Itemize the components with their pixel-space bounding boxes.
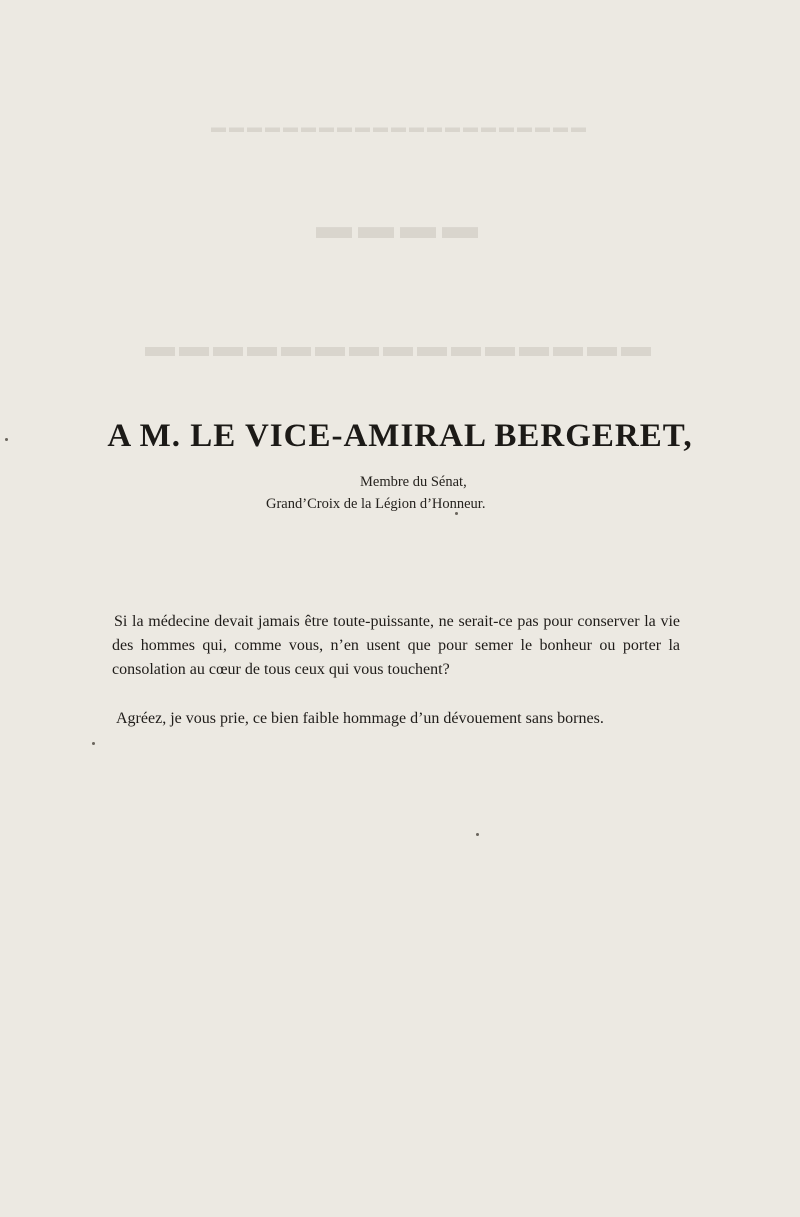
dedication-subtitle-legion: Grand’Croix de la Légion d’Honneur. [266,496,486,512]
dedication-paragraph-1: Si la médecine devait jamais être toute-puissante, ne serait-ce pas pour conserver la vie des hommes qui, comme vous, n’en usent que pour semer le bonheur ou porter la consolation au cœur de tous ceux qui vous touchent? [112,613,680,678]
dedication-paragraph-2: Agréez, je vous prie, ce bien faible hommage d’un dévouement sans bornes. [116,710,604,727]
dedication-title: A M. LE VICE-AMIRAL BERGERET, [107,418,693,454]
show-through-line-2: ▬▬▬▬ [316,206,484,246]
show-through-line-3: ▬▬▬▬▬▬▬▬▬▬▬▬▬▬▬ [145,330,655,363]
show-through-line-1: ▬▬▬▬▬▬▬▬▬▬▬▬▬▬▬▬▬▬▬▬▬ [211,120,589,136]
dedication-subtitle-senate: Membre du Sénat, [360,474,467,490]
ink-speck [476,833,479,836]
ink-speck [92,742,95,745]
ink-speck [455,512,458,515]
ink-speck [5,438,8,441]
